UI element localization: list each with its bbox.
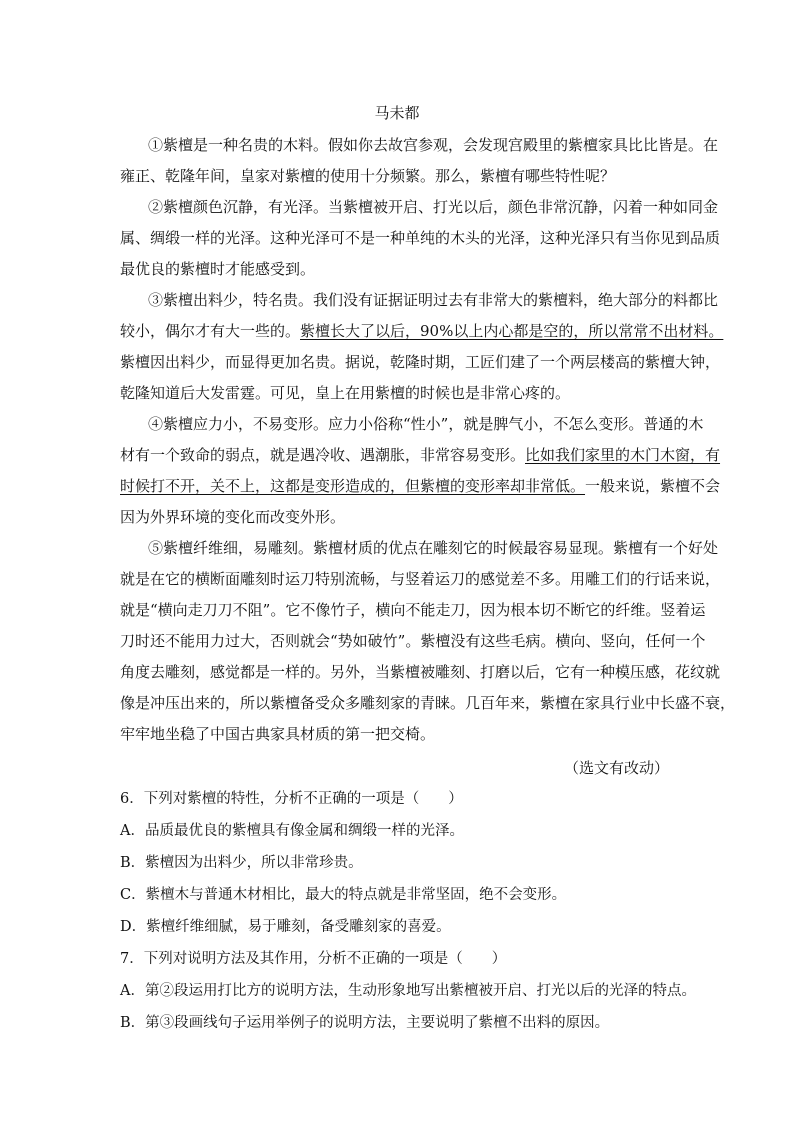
- paragraph-4-text-cont: 一般来说，紫檀不会: [585, 477, 721, 495]
- question-6-option-c: C．紫檀木与普通木材相比，最大的特点就是非常坚固，绝不会变形。: [120, 887, 567, 903]
- paragraph-1-line-2: 雍正、乾隆年间，皇家对紫檀的使用十分频繁。那么，紫檀有哪些特性呢？: [120, 167, 616, 185]
- underlined-sentence-1: 紫檀长大了以后，90%以上内心都是空的，所以常常不出材料。: [300, 322, 724, 340]
- paragraph-5-line-5: 角度去雕刻，感觉都是一样的。另外，当紫檀被雕刻、打磨以后，它有一种模压感，花纹就: [120, 663, 721, 681]
- paragraph-5-line-1: ⑤紫檀纤维细，易雕刻。紫檀材质的优点在雕刻它的时候最容易显现。紫檀有一个好处: [148, 539, 719, 557]
- paragraph-3-line-1: ③紫檀出料少，特名贵。我们没有证据证明过去有非常大的紫檀料，绝大部分的料都比: [148, 291, 719, 309]
- paragraph-2-line-1: ②紫檀颜色沉静，有光泽。当紫檀被开启、打光以后，颜色非常沉静，闪着一种如同金: [148, 198, 719, 216]
- underlined-sentence-2-part-1: 比如我们家里的木门木窗，有: [525, 446, 721, 464]
- question-6-option-a: A．品质最优良的紫檀具有像金属和绸缎一样的光泽。: [120, 823, 464, 839]
- question-6-stem: 6．下列对紫檀的特性，分析不正确的一项是（ ）: [120, 791, 463, 807]
- paragraph-4-line-2: [120, 445, 720, 465]
- underlined-sentence-2-part-2: 时候打不开，关不上，这都是变形造成的，但紫檀的变形率却非常低。: [120, 477, 586, 495]
- author-name: 马未都: [374, 104, 420, 122]
- question-6-option-b: B．紫檀因为出料少，所以非常珍贵。: [120, 855, 363, 871]
- paragraph-5-line-7: 牢牢地坐稳了中国古典家具材质的第一把交椅。: [120, 725, 436, 743]
- question-7-stem: 7．下列对说明方法及其作用，分析不正确的一项是（ ）: [120, 951, 507, 967]
- paragraph-3-line-3: 紫檀因出料少，而显得更加名贵。据说，乾隆时期，工匠们建了一个两层楼高的紫檀大钟，: [120, 353, 721, 371]
- paragraph-4-line-1: ④紫檀应力小，不易变形。应力小俗称“性小”，就是脾气小，不怎么变形。普通的木: [148, 415, 704, 433]
- paragraph-3-line-2: [120, 321, 723, 341]
- paragraph-5-line-2: 就是在它的横断面雕刻时运刀特别流畅，与竖着运刀的感觉差不多。用雕工们的行话来说，: [120, 570, 721, 588]
- paragraph-4-line-3: [120, 476, 720, 496]
- paragraph-5-line-3: 就是“横向走刀刀不阻”。它不像竹子，横向不能走刀，因为根本切不断它的纤维。竖着运: [120, 601, 706, 619]
- question-7-option-b: B．第③段画线句子运用举例子的说明方法，主要说明了紫檀不出料的原因。: [120, 1015, 610, 1031]
- paragraph-2-line-3: 最优良的紫檀时才能感受到。: [120, 260, 316, 278]
- paragraph-5-line-6: 像是冲压出来的，所以紫檀备受众多雕刻家的青睐。几百年来，紫檀在家具行业中长盛不衰，: [120, 694, 736, 712]
- question-6-option-d: D．紫檀纤维细腻，易于雕刻，备受雕刻家的喜爱。: [120, 919, 451, 935]
- paragraph-1-line-1: ①紫檀是一种名贵的木料。假如你去故宫参观，会发现宫殿里的紫檀家具比比皆是。在: [148, 136, 719, 154]
- source-note: （选文有改动）: [563, 759, 669, 777]
- paragraph-5-line-4: 刀时还不能用力过大，否则就会“势如破竹”。紫檀没有这些毛病。横向、竖向，任何一个: [120, 632, 706, 650]
- paragraph-2-line-2: 属、绸缎一样的光泽。这种光泽可不是一种单纯的木头的光泽，这种光泽只有当你见到品质: [120, 229, 721, 247]
- paragraph-3-line-4: 乾隆知道后大发雷霆。可见，皇上在用紫檀的时候也是非常心疼的。: [120, 384, 571, 402]
- paragraph-3-text: 较小，偶尔才有大一些的。: [120, 322, 301, 340]
- paragraph-4-text: 材有一个致命的弱点，就是遇冷收、遇潮胀，非常容易变形。: [120, 446, 526, 464]
- question-7-option-a: A．第②段运用打比方的说明方法，生动形象地写出紫檀被开启、打光以后的光泽的特点。: [120, 983, 696, 999]
- paragraph-4-line-4: 因为外界环境的变化而改变外形。: [120, 508, 346, 526]
